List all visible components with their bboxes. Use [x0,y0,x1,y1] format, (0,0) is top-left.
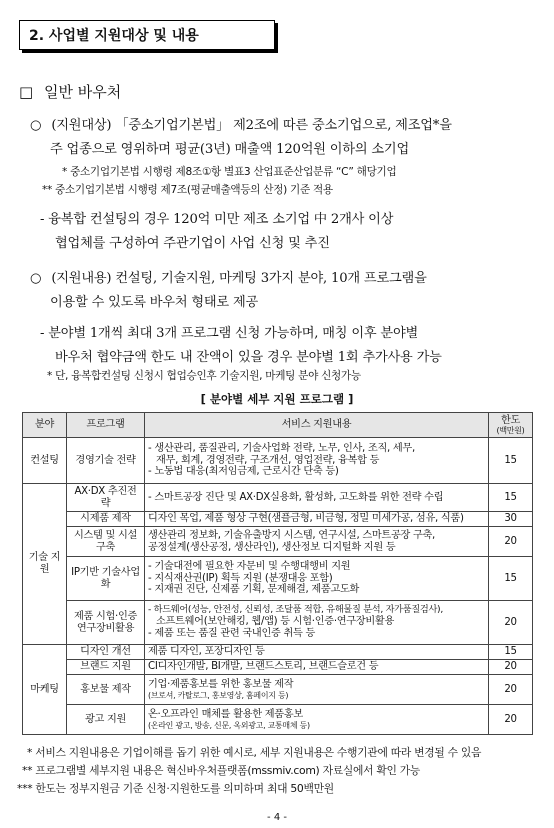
service-line: - 제품 또는 품질 관련 국내인증 취득 등 [148,627,316,639]
table-row [23,512,533,527]
service-cell: 제품 디자인, 포장디자인 등 [145,645,489,660]
program-cell: 브랜드 지원 [67,660,145,675]
service-line: - 지재권 진단, 신제품 기획, 문제해결, 제품고도화 [148,584,360,596]
service-cell [145,557,489,601]
table-row [23,601,533,645]
limit-cell: 30 [489,512,533,527]
service-line: 재무, 회계, 경영전략, 구조개선, 영업전략, 융복합 등 [156,454,380,466]
section-title-box [19,20,282,50]
target-line-2: 주 업종으로 영위하며 평균(3년) 매출액 120억원 이하의 소기업 [50,142,409,157]
program-cell: 디자인 개선 [67,645,145,660]
limit-cell: 20 [489,660,533,675]
program-cell: 제품 시험·인증 연구장비활용 [67,601,145,645]
field-cell: 마케팅 [23,645,67,735]
table-row [23,660,533,675]
service-cell: CI디자인개발, BI개발, 브랜드스토리, 브랜드슬로건 등 [145,660,489,675]
footnote-1: * 서비스 지원내용은 기업이해를 돕기 위한 예시로, 세부 지원내용은 수행기관에 따라 변경될 수 있음 [27,746,482,759]
table-row [23,527,533,557]
program-cell: 경영기술 전략 [67,438,145,484]
limit-cell: 15 [489,484,533,512]
program-table [22,412,533,735]
service-line: - 노동법 대응(최저임금제, 근로시간 단축 등) [148,466,339,478]
limit-cell: 20 [489,705,533,735]
service-cell [145,438,489,484]
header-field: 분야 [23,413,67,438]
target-line-1 [30,114,452,133]
program-cell: IP기반 기술사업화 [67,557,145,601]
content-dash-1: - 분야별 1개씩 최대 3개 프로그램 신청 가능하며, 매칭 이후 분야별 [40,326,419,341]
table-row [23,484,533,512]
page-number: - 4 - [267,812,287,823]
circle-bullet-icon: ○ [30,118,42,133]
target-note-2: ** 중소기업기본법 시행령 제7조(평균매출액등의 산정) 기준 적용 [42,184,333,196]
service-cell: 디자인 목업, 제품 형상 구현(샘플금형, 비금형, 정밀 미세가공, 섬유, 식품) [145,512,489,527]
service-line: 생산관리 정보화, 기술유출방지 시스템, 연구시설, 스마트공장 구축, [148,529,435,541]
service-line: (온라인 광고, 방송, 신문, 옥외광고, 교통매체 등) [148,720,310,730]
table-row [23,557,533,601]
program-cell: AX·DX 추진전략 [67,484,145,512]
header-program: 프로그램 [67,413,145,438]
header-limit-label: 한도 [500,414,521,426]
content-text-1: (지원내용) 컨설팅, 기술지원, 마케팅 3가지 분야, 10개 프로그램을 [51,271,427,286]
target-dash-1: - 융복합 컨설팅의 경우 120억 미만 제조 소기업 中 2개사 이상 [40,212,394,227]
limit-cell: 20 [489,601,533,645]
program-cell: 광고 지원 [67,705,145,735]
table-row [23,675,533,705]
service-line: - 생산관리, 품질관리, 기술사업화 전략, 노무, 인사, 조직, 세무, [148,442,415,454]
service-line: (브로셔, 카탈로그, 홍보영상, 홈페이지 등) [148,690,289,700]
content-line-1 [30,267,427,286]
service-cell [145,527,489,557]
heading-text: 일반 바우처 [43,83,122,101]
content-line-2: 이용할 수 있도록 바우처 형태로 제공 [50,295,259,310]
header-limit [489,413,533,438]
service-line: 공정설계(생산공정, 생산라인), 생산정보 디지털화 지원 등 [148,541,396,553]
content-note: * 단, 융복합컨설팅 신청시 협업승인후 기술지원, 마케팅 분야 신청가능 [47,370,361,382]
content-dash-2: 바우처 협약금액 한도 내 잔액이 있을 경우 분야별 1회 추가사용 가능 [55,350,442,365]
limit-cell: 15 [489,557,533,601]
limit-cell: 15 [489,438,533,484]
header-limit-unit: (백만원) [496,426,525,436]
program-cell: 시스템 및 시설구축 [67,527,145,557]
service-cell [145,601,489,645]
square-bullet-icon: □ [19,83,34,101]
target-note-1: * 중소기업기본법 시행령 제8조①항 별표3 산업표준산업분류 “C” 해당기업 [62,166,397,178]
limit-cell: 20 [489,527,533,557]
target-text-1: (지원대상) 「중소기업기본법」 제2조에 따른 중소기업으로, 제조업*을 [51,118,452,133]
service-line: 온·오프라인 매체를 활용한 제품홍보 [148,709,303,721]
field-cell: 컨설팅 [23,438,67,484]
footnote-2: ** 프로그램별 세부지원 내용은 혁신바우처플랫폼(mssmiv.com) 자료실에서 확인 가능 [22,764,421,777]
table-row [23,645,533,660]
limit-cell: 20 [489,675,533,705]
service-line: 소프트웨어(보안해킹, 웹/앱) 등 시험·인증·연구장비활용 [156,616,395,628]
service-cell [145,705,489,735]
heading-general-voucher [19,81,121,102]
footnote-3: *** 한도는 정부지원금 기준 신청·지원한도를 의미하며 최대 50백만원 [17,782,334,795]
section-title: 2. 사업별 지원대상 및 내용 [29,28,199,44]
target-dash-2: 협업체를 구성하여 주관기업이 사업 신청 및 추진 [55,236,330,251]
table-header-row [23,413,533,438]
service-line: - 하드웨어(성능, 안전성, 신뢰성, 조달품 적합, 유해물질 분석, 자가품질검사), [148,604,443,616]
table-title: [ 분야별 세부 지원 프로그램 ] [200,392,354,406]
table-row [23,438,533,484]
service-cell: - 스마트공장 진단 및 AX·DX실용화, 활성화, 고도화를 위한 전략 수립 [145,484,489,512]
service-line: - 기술대전에 필요한 자문비 및 수행대행비 지원 [148,560,351,572]
service-line: 기업·제품홍보를 위한 홍보물 제작 [148,679,294,691]
program-cell: 시제품 제작 [67,512,145,527]
program-cell: 홍보물 제작 [67,675,145,705]
circle-bullet-icon: ○ [30,271,42,286]
header-service: 서비스 지원내용 [145,413,489,438]
limit-cell: 15 [489,645,533,660]
service-cell [145,675,489,705]
field-cell: 기술 지원 [23,484,67,645]
service-line: - 지식재산권(IP) 획득 지원 (분쟁대응 포함) [148,572,333,584]
table-row [23,705,533,735]
